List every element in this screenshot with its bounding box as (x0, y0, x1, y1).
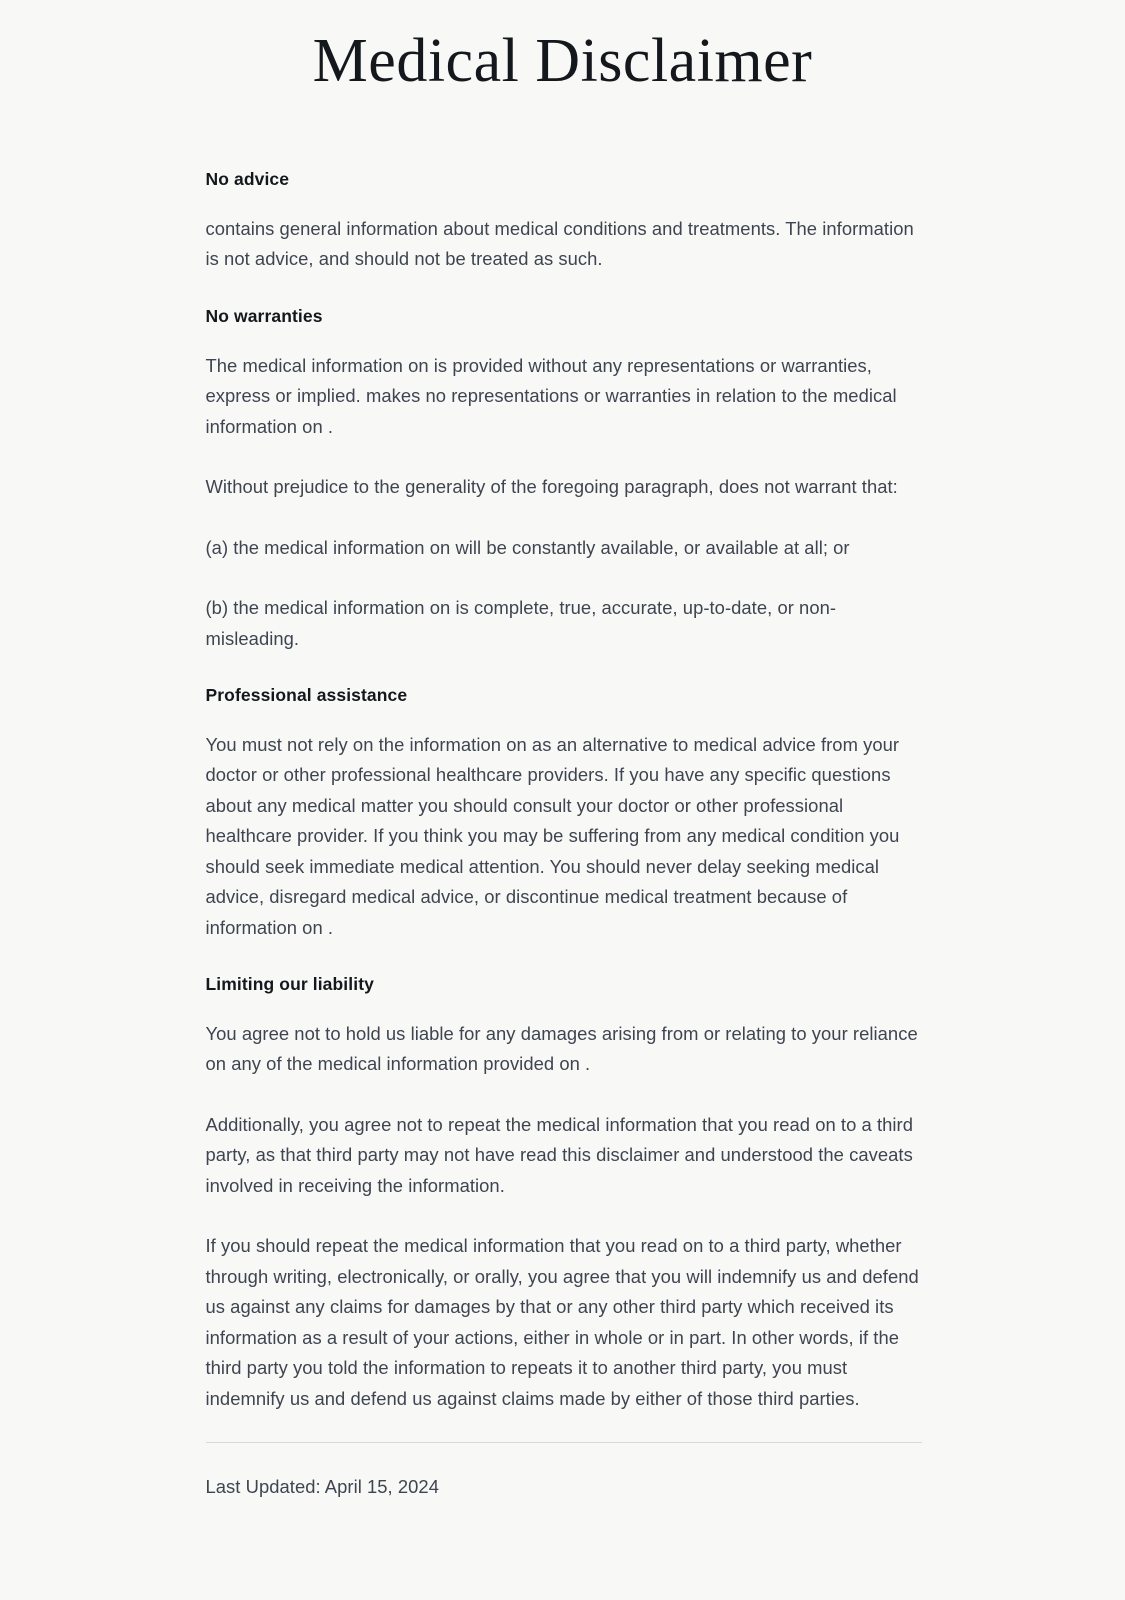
section-no-advice (206, 168, 922, 275)
document-body (204, 168, 922, 1502)
section-heading: No advice (205, 169, 290, 190)
section-paragraph: contains general information about medical conditions and treatments. The information is not advice, and should not be treated as such. (205, 217, 914, 270)
section-limiting-our-liability (206, 973, 922, 1414)
section-heading: No warranties (205, 305, 323, 326)
section-paragraph: Additionally, you agree not to repeat the medical information that you read on to a third party, as that third party may not have read this disclaimer and understood the caveats involved in receiving the information. (205, 1113, 913, 1196)
section-no-warranties (206, 305, 922, 654)
section-paragraph-item-b: (b) the medical information on is complete, true, accurate, up-to-date, or non-misleading. (205, 597, 837, 649)
section-paragraph: You must not rely on the information on as an alternative to medical advice from your doctor or other professional healthcare providers. If you have any specific questions about any medical matter you should consult your doctor or other professional healthcare provider. If you think you may be suffering from any medical condition you should seek immediate medical attention. You should never delay seeking medical advice, disregard medical advice, or discontinue medical treatment because of information on . (205, 733, 900, 938)
section-paragraph: You agree not to hold us liable for any damages arising from or relating to your reliance on any of the medical information provided on . (205, 1022, 918, 1075)
section-professional-assistance (206, 684, 922, 943)
footer-divider (206, 1442, 922, 1443)
section-paragraph: The medical information on is provided without any representations or warranties, express or implied. makes no representations or warranties in relation to the medical information on . (205, 354, 897, 437)
section-paragraph: If you should repeat the medical information that you read on to a third party, whether through writing, electronically, or orally, you agree that you will indemnify us and defend us against any claims for damages by that or any other third party which received its information as a result of your actions, either in whole or in part. In other words, if the third party you told the information to repeats it to another third party, you must indemnify us and defend us against claims made by either of those third parties. (205, 1235, 919, 1409)
section-heading: Limiting our liability (205, 974, 374, 995)
section-paragraph: Without prejudice to the generality of the foregoing paragraph, does not warrant that: (205, 476, 898, 498)
section-heading: Professional assistance (205, 685, 408, 706)
page-title: Medical Disclaimer (312, 27, 813, 95)
section-paragraph-item-a: (a) the medical information on will be constantly available, or available at all; or (205, 536, 850, 558)
last-updated-text: Last Updated: April 15, 2024 (205, 1476, 439, 1498)
